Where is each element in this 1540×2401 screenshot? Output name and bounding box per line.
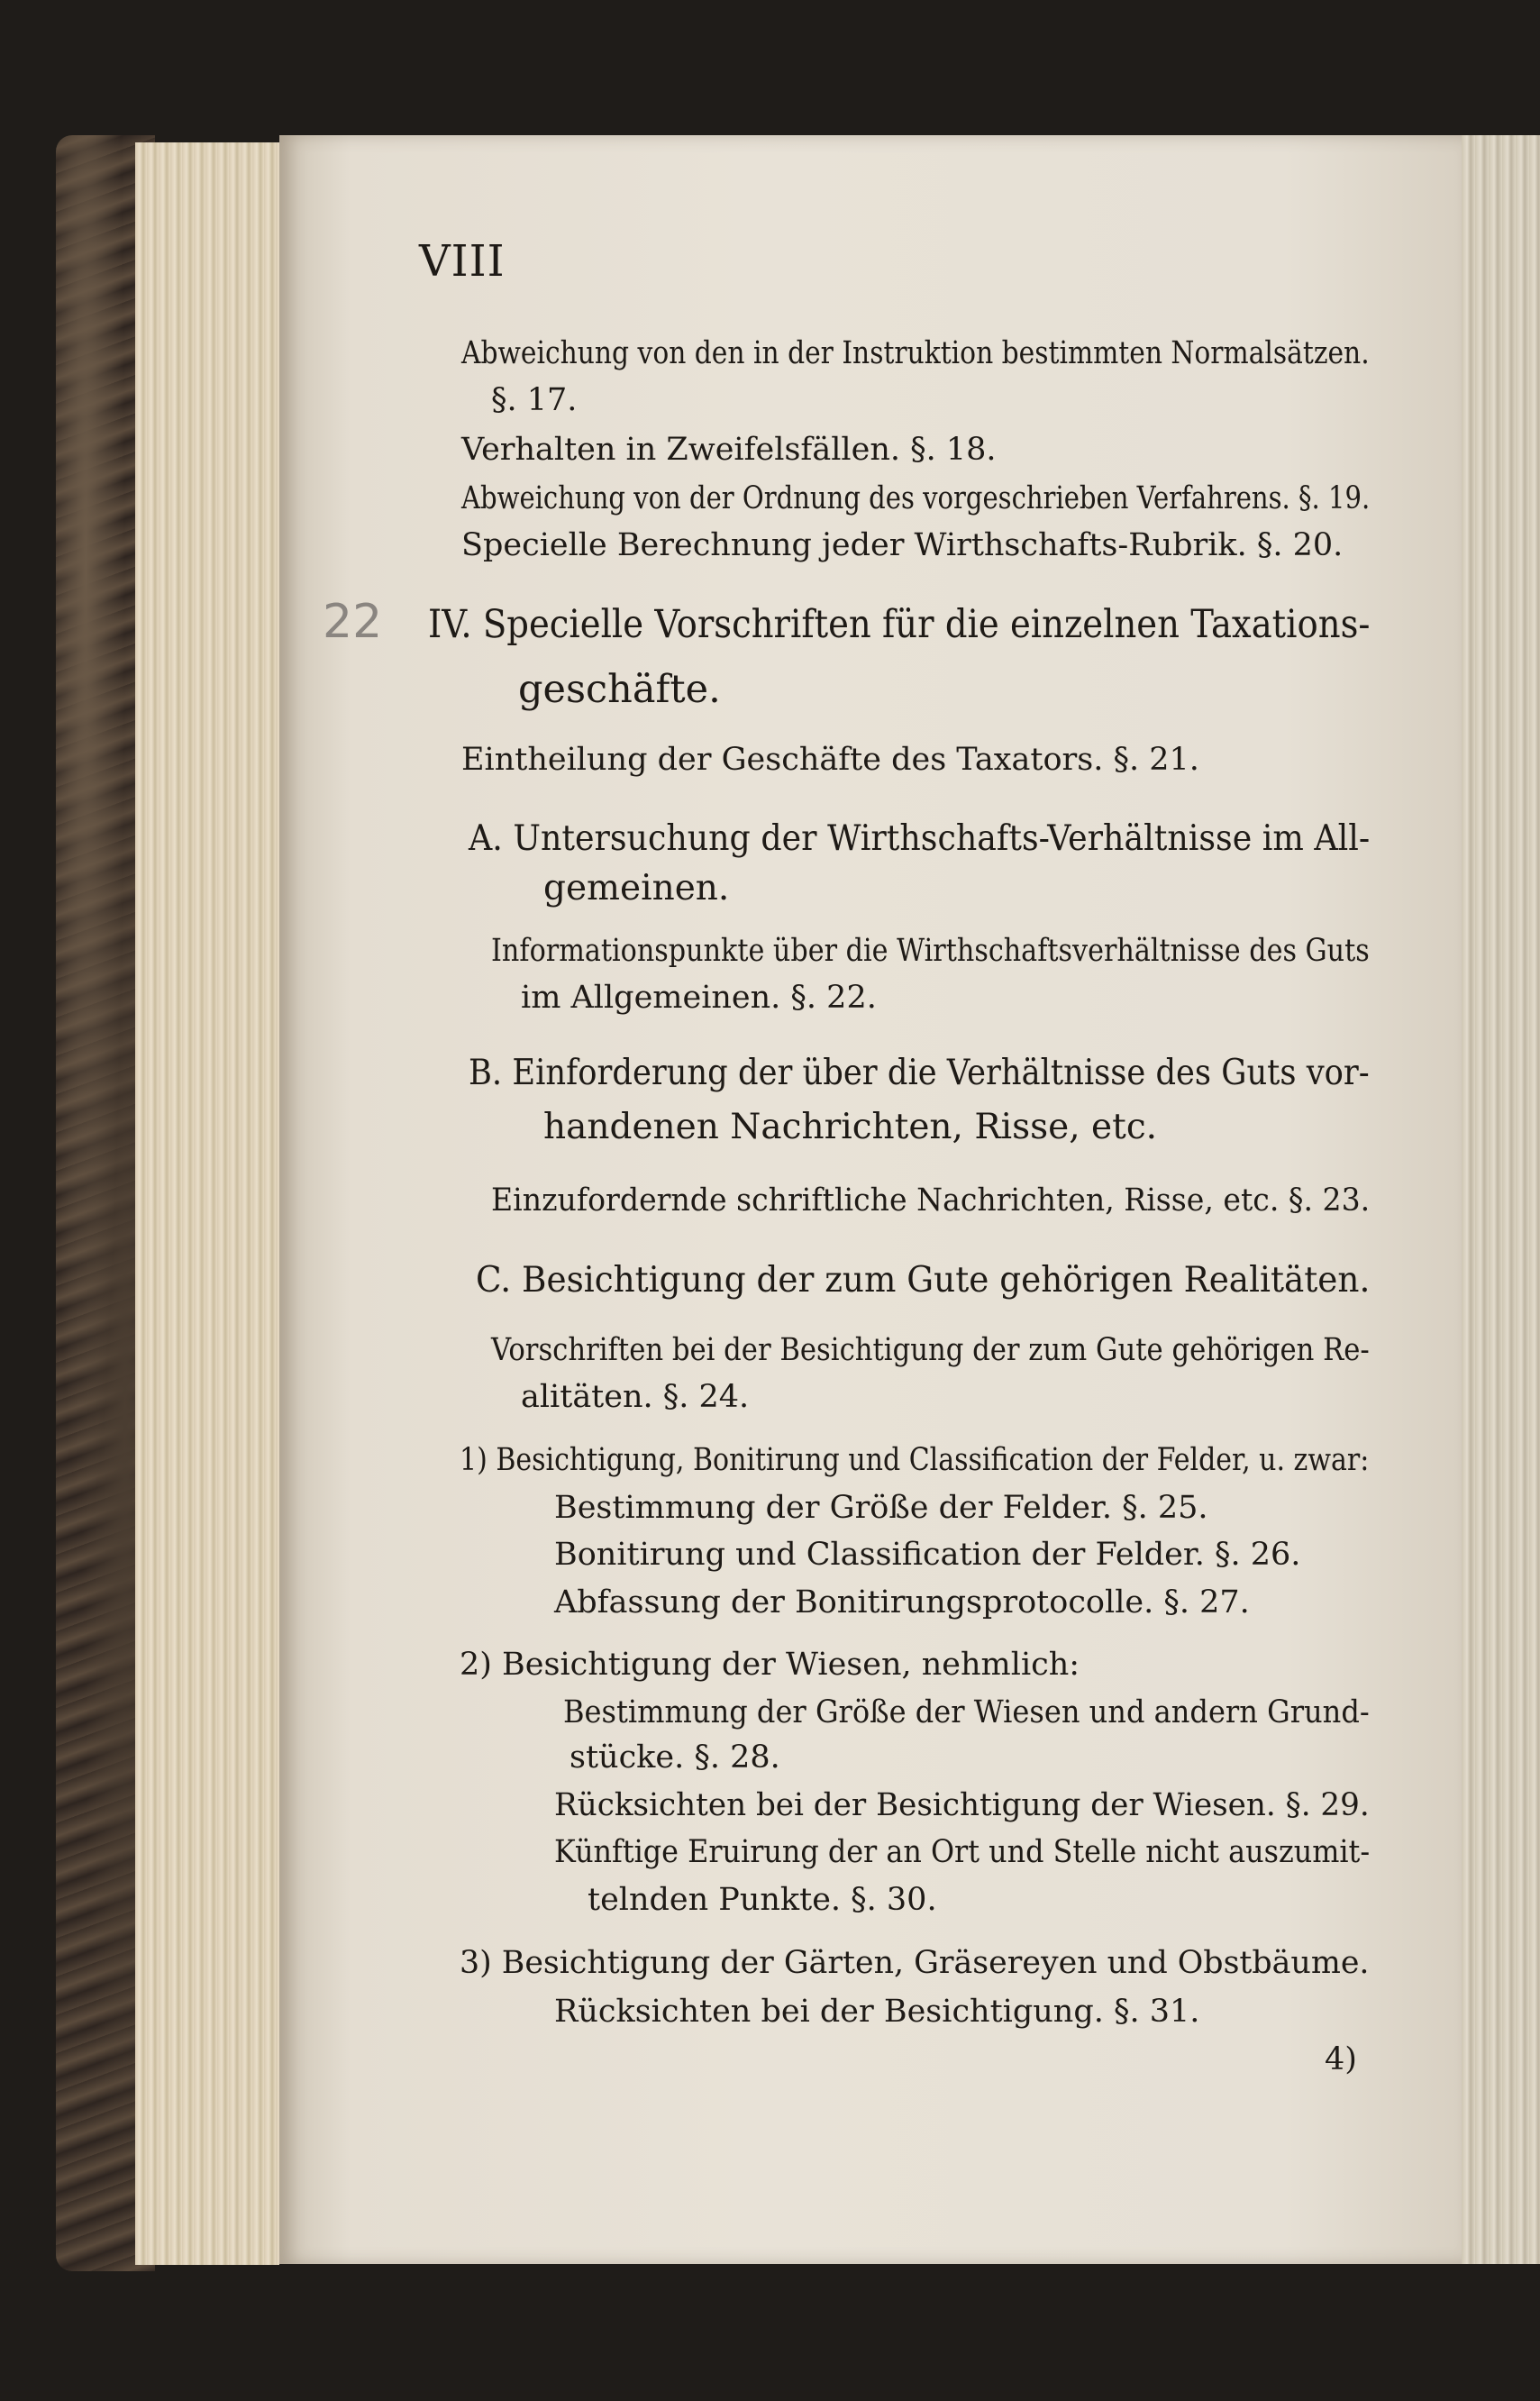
toc-line: stücke. §. 28. <box>570 1739 780 1776</box>
toc-line: Einzufordernde schriftliche Nachrichten, Risse, etc. §. 23. <box>491 1182 1371 1219</box>
toc-line: Künftige Eruirung der an Ort und Stelle nicht auszumit- <box>554 1834 1371 1870</box>
subsection-heading: A. Untersuchung der Wirthschafts-Verhältnisse im All- <box>469 818 1371 859</box>
toc-line: 3) Besichtigung der Gärten, Gräsereyen und Obstbäume. <box>460 1945 1370 1981</box>
toc-line: Verhalten in Zweifelsfällen. §. 18. <box>461 432 997 468</box>
toc-line: Abfassung der Bonitirungsprotocolle. §. 27. <box>554 1584 1250 1620</box>
subsection-heading: B. Einforderung der über die Verhältnisse des Guts vor- <box>469 1053 1370 1093</box>
margin-annotation: 22 <box>323 595 383 649</box>
section-heading: IV. Specielle Vorschriften für die einzelnen Taxations- <box>428 602 1371 647</box>
catchword: 4) <box>1325 2041 1357 2077</box>
toc-line: Specielle Berechnung jeder Wirthschafts-Rubrik. §. 20. <box>461 527 1344 563</box>
section-heading-cont: geschäfte. <box>518 667 721 712</box>
toc-line: Eintheilung der Geschäfte des Taxators. §. 21. <box>461 742 1199 778</box>
toc-line: Informationspunkte über die Wirthschaftsverhältnisse des Guts <box>491 933 1370 969</box>
toc-line: Abweichung von der Ordnung des vorgeschrieben Verfahrens. §. 19. <box>461 480 1371 516</box>
toc-line: Abweichung von den in der Instruktion bestimmten Normalsätzen. <box>461 335 1370 371</box>
subsection-heading-cont: handenen Nachrichten, Risse, etc. <box>543 1107 1158 1147</box>
toc-line: 2) Besichtigung der Wiesen, nehmlich: <box>460 1647 1080 1683</box>
toc-line: alitäten. §. 24. <box>521 1379 750 1415</box>
toc-line: Rücksichten bei der Besichtigung. §. 31. <box>554 1994 1200 2030</box>
page-edges-left <box>135 142 279 2265</box>
page-edges-right <box>1462 135 1540 2264</box>
page-number: VIII <box>419 236 506 287</box>
toc-line: Rücksichten bei der Besichtigung der Wiesen. §. 29. <box>554 1787 1370 1823</box>
subsection-heading: C. Besichtigung der zum Gute gehörigen Realitäten. <box>476 1260 1371 1301</box>
toc-line: im Allgemeinen. §. 22. <box>521 980 877 1016</box>
toc-line: telnden Punkte. §. 30. <box>588 1882 937 1918</box>
toc-line: Bonitirung und Classification der Felder. §. 26. <box>554 1537 1301 1573</box>
toc-line: Bestimmung der Größe der Wiesen und andern Grund- <box>563 1694 1370 1730</box>
subsection-heading-cont: gemeinen. <box>543 868 730 908</box>
toc-line: Bestimmung der Größe der Felder. §. 25. <box>554 1490 1208 1526</box>
toc-line: 1) Besichtigung, Bonitirung und Classification der Felder, u. zwar: <box>460 1442 1370 1478</box>
toc-line: §. 17. <box>491 382 578 418</box>
toc-line: Vorschriften bei der Besichtigung der zum Gute gehörigen Re- <box>491 1332 1370 1368</box>
